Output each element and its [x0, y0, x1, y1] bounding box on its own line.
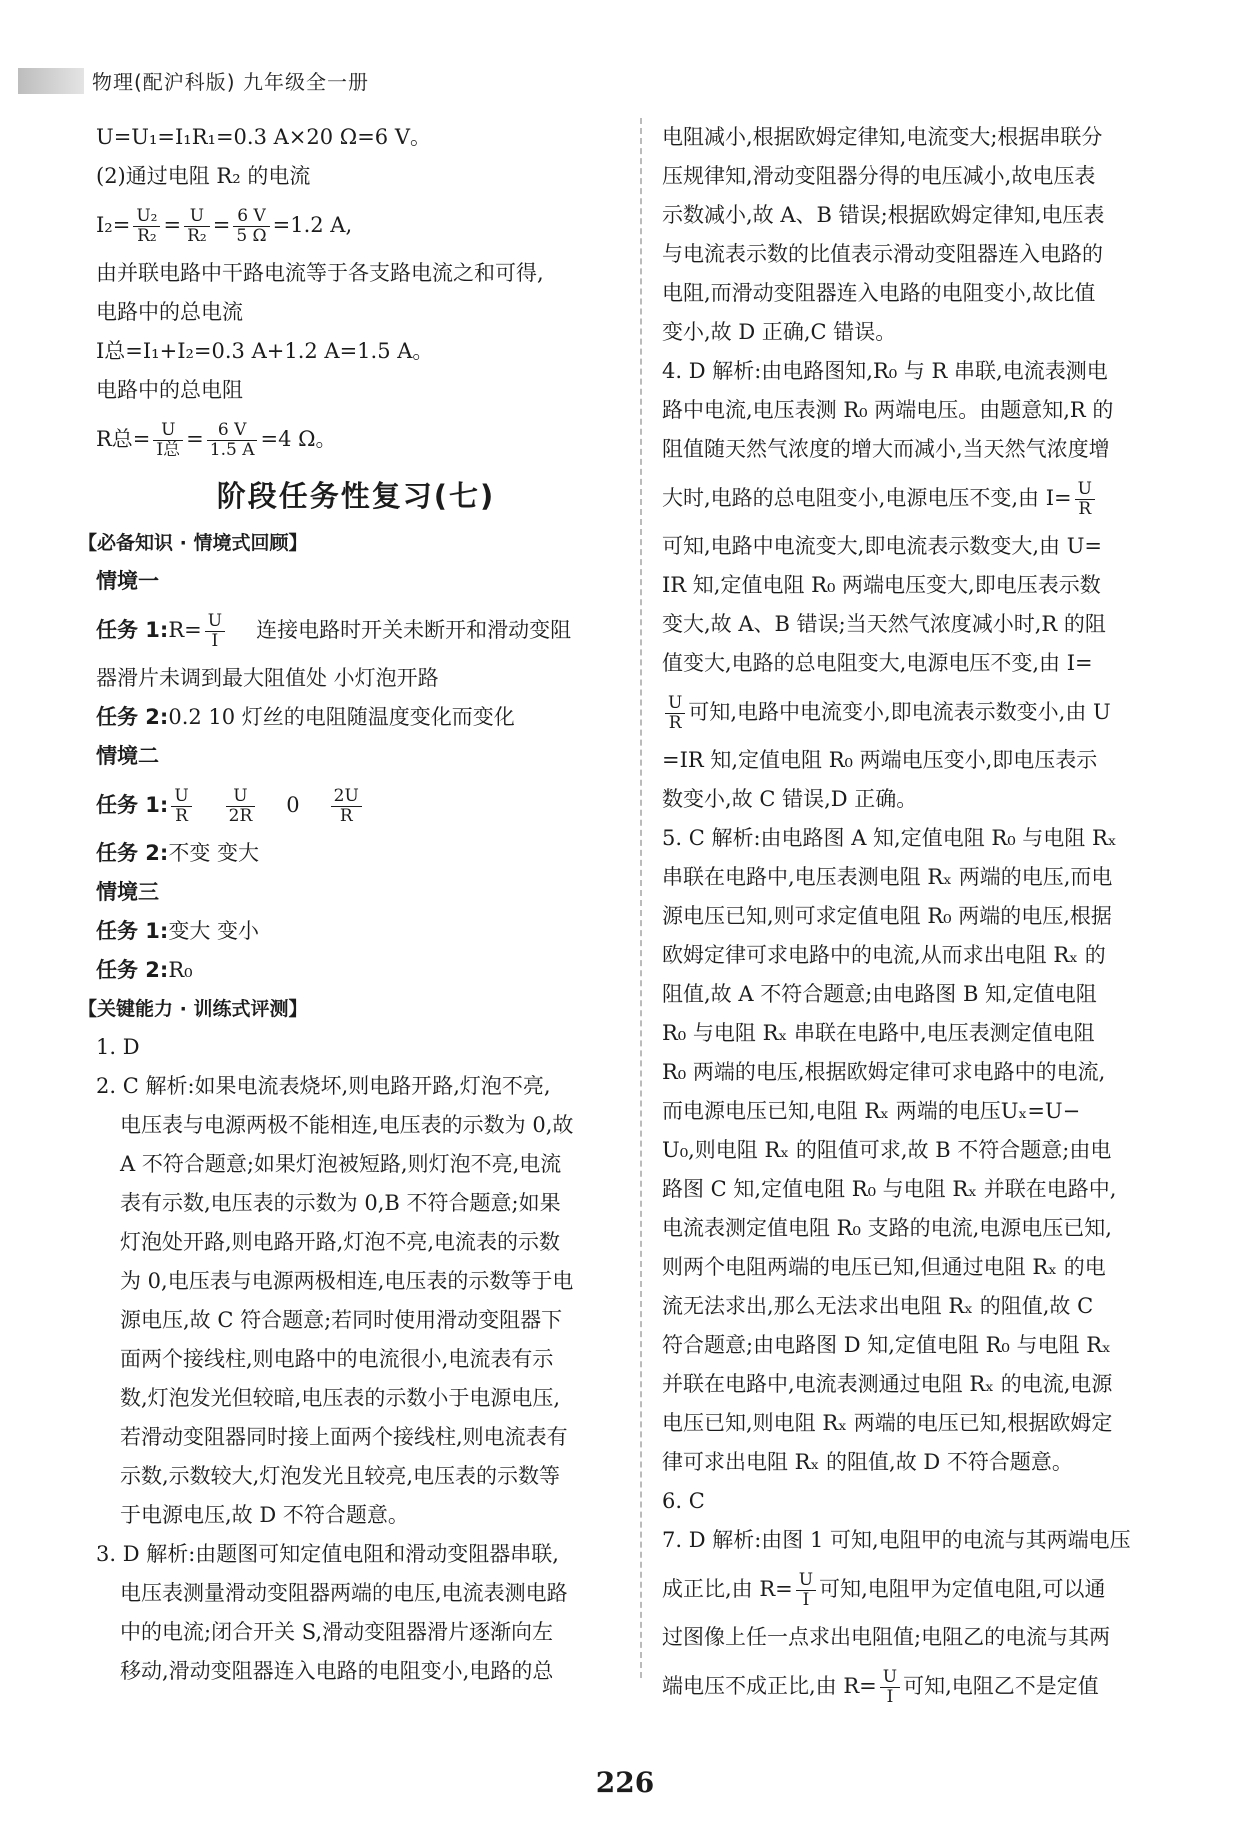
text-line: I总=I₁+I₂=0.3 A+1.2 A=1.5 A。	[96, 339, 434, 363]
fraction: $\frac{U}{R}$	[171, 787, 191, 826]
column-divider	[640, 118, 642, 1678]
task-line: 任务 1:变大 变小	[96, 919, 260, 943]
text-line: 值变大,电路的总电阻变大,电源电压不变,由 I=	[662, 651, 1093, 675]
fraction: $\frac{U}{I}$	[880, 1668, 900, 1707]
formula-text: =4 Ω。	[260, 427, 337, 451]
text-line: 变大,故 A、B 错误;当天然气浓度减小时,R 的阻	[662, 612, 1106, 636]
formula-line: 端电压不成正比,由 R= $\frac{U}{I}$ 可知,电阻乙不是定值	[662, 1667, 1099, 1707]
text-line: 电路中的总电阻	[96, 378, 243, 402]
fraction: $\frac{U}{R}$	[665, 694, 685, 733]
text-line: IR 知,定值电阻 R₀ 两端电压变大,即电压表示数	[662, 573, 1101, 597]
fraction: $\frac{6 V}{1.5 A}$	[207, 421, 258, 460]
text-line: 为 0,电压表与电源两极相连,电压表的示数等于电	[120, 1269, 574, 1293]
formula-text: R总=	[96, 427, 151, 451]
text-line: 可知,电路中电流变大,即电流表示数变大,由 U=	[662, 534, 1102, 558]
scenario-heading: 情境一	[96, 569, 159, 593]
scenario-heading: 情境二	[96, 744, 159, 768]
text-line: A 不符合题意;如果灯泡被短路,则灯泡不亮,电流	[120, 1152, 562, 1176]
task-line: 任务 1:R= $\frac{U}{I}$ 连接电路时开关未断开和滑动变阻	[96, 611, 572, 651]
text-line: 器滑片未调到最大阻值处 小灯泡开路	[96, 666, 439, 690]
text-line: 面两个接线柱,则电路中的电流很小,电流表有示	[120, 1347, 554, 1371]
page-number: 226	[595, 1766, 655, 1799]
text-line: 电阻,而滑动变阻器连入电路的电阻变小,故比值	[662, 281, 1096, 305]
formula-line: I₂= $\frac{\text{U₂}}{\text{R₂}}$ = $\frac{U}{\text{R₂}}$ = $\frac{6 V}{5 \Omega}$ =1.2 A,	[96, 206, 353, 246]
text-line: 示数,示数较大,灯泡发光且较亮,电压表的示数等	[120, 1464, 561, 1488]
task-line: 任务 2:0.2 10 灯丝的电阻随温度变化而变化	[96, 705, 515, 729]
text-line: 而电源电压已知,电阻 Rₓ 两端的电压Uₓ=U−	[662, 1099, 1081, 1123]
formula-line: $\frac{U}{R}$ 可知,电路中电流变小,即电流表示数变小,由 U	[662, 683, 1170, 741]
subsection-heading: 【关键能力 · 训练式评测】	[78, 998, 308, 1020]
text-line: =IR 知,定值电阻 R₀ 两端电压变小,即电压表示	[662, 748, 1098, 772]
formula-line: 成正比,由 R= $\frac{U}{I}$ 可知,电阻甲为定值电阻,可以通	[662, 1570, 1106, 1610]
answer-line: 3. D 解析:由题图可知定值电阻和滑动变阻器串联,	[96, 1542, 559, 1566]
left-column	[78, 118, 616, 1691]
text-line: R₀ 与电阻 Rₓ 串联在电路中,电压表测定值电阻	[662, 1021, 1095, 1045]
formula-line: 大时,电路的总电阻变小,电源电压不变,由 I= $\frac{U}{R}$	[662, 469, 1170, 527]
text-line: 与电流表示数的比值表示滑动变阻器连入电路的	[662, 242, 1103, 266]
header-decor-bar	[18, 68, 84, 94]
running-header: 物理(配沪科版) 九年级全一册	[92, 70, 369, 94]
text-line: 电阻减小,根据欧姆定律知,电流变大;根据串联分	[662, 125, 1103, 149]
fraction: $\frac{U}{I}$	[796, 1571, 816, 1610]
text-line: 阻值随天然气浓度的增大而减小,当天然气浓度增	[662, 437, 1110, 461]
fraction: $\frac{U}{2R}$	[226, 787, 256, 826]
text-line: 电压表测量滑动变阻器两端的电压,电流表测电路	[120, 1581, 568, 1605]
section-title: 阶段任务性复习(七)	[216, 479, 496, 513]
formula-text: I₂=	[96, 213, 131, 237]
text-line: 数变小,故 C 错误,D 正确。	[662, 787, 918, 811]
answer-line: 6. C	[662, 1489, 705, 1513]
text-line: 变小,故 D 正确,C 错误。	[662, 320, 897, 344]
answer-line: 4. D 解析:由电路图知,R₀ 与 R 串联,电流表测电	[662, 359, 1108, 383]
text-line: 移动,滑动变阻器连入电路的电阻变小,电路的总	[120, 1659, 554, 1683]
text-line: 欧姆定律可求电路中的电流,从而求出电阻 Rₓ 的	[662, 943, 1106, 967]
text-line: 电压表与电源两极不能相连,电压表的示数为 0,故	[120, 1113, 574, 1137]
text-line: 示数减小,故 A、B 错误;根据欧姆定律知,电压表	[662, 203, 1105, 227]
right-column	[662, 118, 1170, 1715]
text-line: 压规律知,滑动变阻器分得的电压减小,故电压表	[662, 164, 1096, 188]
task-line: 任务 1: $\frac{U}{R}$ $\frac{U}{2R}$ 0 $\frac{2U}{R}$	[96, 776, 616, 834]
fraction: $\frac{U}{R}$	[1075, 480, 1095, 519]
text-line: 过图像上任一点求出电阻值;电阻乙的电流与其两	[662, 1625, 1111, 1649]
fraction: $\frac{6 V}{5 \Omega}$	[233, 207, 269, 246]
answer-line: 2. C 解析:如果电流表烧坏,则电路开路,灯泡不亮,	[96, 1074, 551, 1098]
subsection-heading: 【必备知识 · 情境式回顾】	[78, 532, 308, 554]
fraction: $\frac{2U}{R}$	[331, 787, 362, 826]
fraction: $\frac{U}{I}$	[205, 612, 225, 651]
text-line: 路图 C 知,定值电阻 R₀ 与电阻 Rₓ 并联在电路中,	[662, 1177, 1117, 1201]
answer-line: 1. D	[96, 1035, 140, 1059]
task-line: 任务 2:不变 变大	[96, 841, 260, 865]
text-line: 表有示数,电压表的示数为 0,B 不符合题意;如果	[120, 1191, 561, 1215]
scenario-heading: 情境三	[96, 880, 159, 904]
text-line: 若滑动变阻器同时接上面两个接线柱,则电流表有	[120, 1425, 568, 1449]
text-line: 源电压,故 C 符合题意;若同时使用滑动变阻器下	[120, 1308, 563, 1332]
text-line: 串联在电路中,电压表测电阻 Rₓ 两端的电压,而电	[662, 865, 1113, 889]
text-line: 电流表测定值电阻 R₀ 支路的电流,电源电压已知,	[662, 1216, 1112, 1240]
text-line: U₀,则电阻 Rₓ 的阻值可求,故 B 不符合题意;由电	[662, 1138, 1112, 1162]
text-line: 中的电流;闭合开关 S,滑动变阻器滑片逐渐向左	[120, 1620, 554, 1644]
fraction: $\frac{U}{\text{R₂}}$	[184, 207, 210, 246]
text-line: 电压已知,则电阻 Rₓ 两端的电压已知,根据欧姆定	[662, 1411, 1113, 1435]
text-line: 则两个电阻两端的电压已知,但通过电阻 Rₓ 的电	[662, 1255, 1106, 1279]
text-line: 阻值,故 A 不符合题意;由电路图 B 知,定值电阻	[662, 982, 1097, 1006]
text-line: U=U₁=I₁R₁=0.3 A×20 Ω=6 V。	[96, 125, 431, 149]
text-line: 灯泡处开路,则电路开路,灯泡不亮,电流表的示数	[120, 1230, 561, 1254]
text-line: 由并联电路中干路电流等于各支路电流之和可得,	[96, 261, 544, 285]
formula-line: R总= $\frac{U}{\text{I总}}$ = $\frac{6 V}{1.5 A}$ =4 Ω。	[96, 420, 337, 460]
text-line: 于电源电压,故 D 不符合题意。	[120, 1503, 409, 1527]
answer-line: 5. C 解析:由电路图 A 知,定值电阻 R₀ 与电阻 Rₓ	[662, 826, 1117, 850]
fraction: $\frac{U}{\text{I总}}$	[153, 421, 183, 460]
text-line: 符合题意;由电路图 D 知,定值电阻 R₀ 与电阻 Rₓ	[662, 1333, 1111, 1357]
text-line: 数,灯泡发光但较暗,电压表的示数小于电源电压,	[120, 1386, 561, 1410]
text-line: 律可求出电阻 Rₓ 的阻值,故 D 不符合题意。	[662, 1450, 1073, 1474]
text-line: 并联在电路中,电流表测通过电阻 Rₓ 的电流,电源	[662, 1372, 1113, 1396]
text-line: (2)通过电阻 R₂ 的电流	[96, 164, 311, 188]
text-line: 路中电流,电压表测 R₀ 两端电压。由题意知,R 的	[662, 398, 1114, 422]
task-line: 任务 2:R₀	[96, 958, 193, 982]
answer-line: 7. D 解析:由图 1 可知,电阻甲的电流与其两端电压	[662, 1528, 1131, 1552]
text-line: 流无法求出,那么无法求出电阻 Rₓ 的阻值,故 C	[662, 1294, 1094, 1318]
fraction: $\frac{\text{U₂}}{\text{R₂}}$	[133, 207, 160, 246]
text-line: 源电压已知,则可求定值电阻 R₀ 两端的电压,根据	[662, 904, 1112, 928]
text-line: R₀ 两端的电压,根据欧姆定律可求电路中的电流,	[662, 1060, 1106, 1084]
formula-text: =1.2 A,	[272, 213, 353, 237]
text-line: 电路中的总电流	[96, 300, 243, 324]
